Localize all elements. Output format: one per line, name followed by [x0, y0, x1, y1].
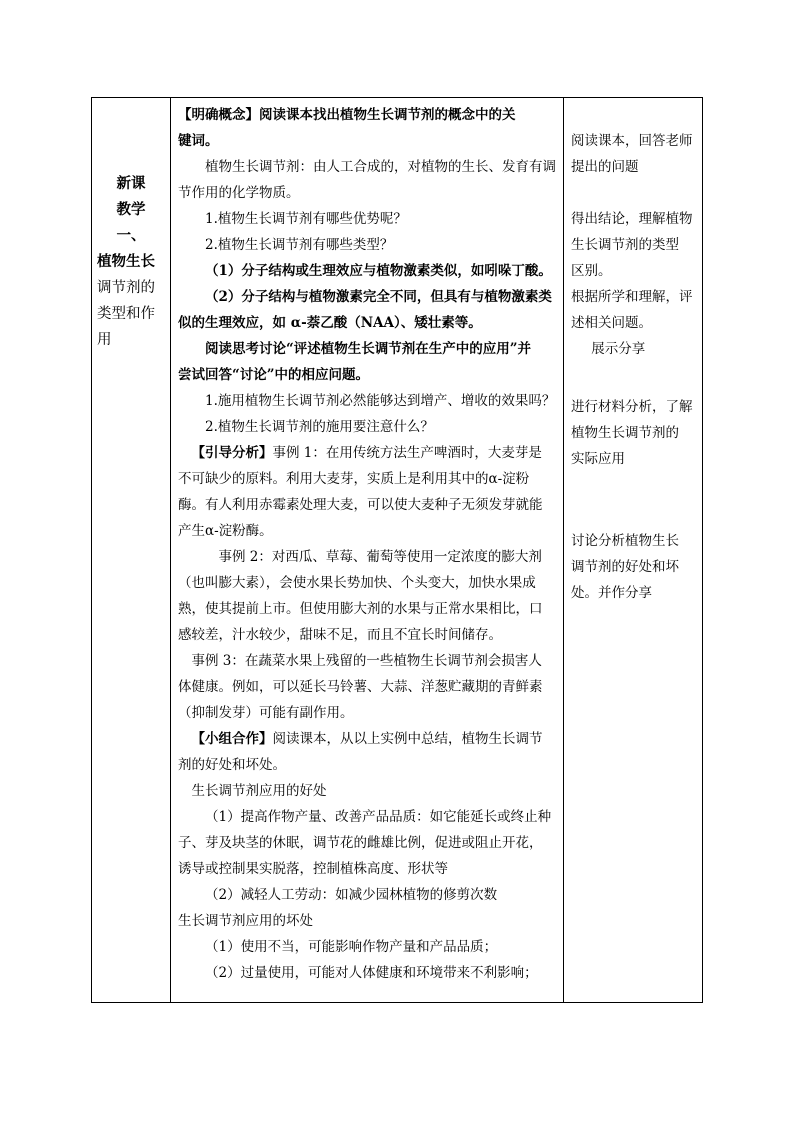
- content-line: 事例 2：对西瓜、草莓、葡萄等使用一定浓度的膨大剂: [218, 549, 542, 565]
- content-line: 似的生理效应，如 α-萘乙酸（NAA）、矮壮素等。: [178, 315, 482, 331]
- content-text: 事例 1：在用传统方法生产啤酒时，大麦芽是: [272, 445, 542, 461]
- content-line: 植物生长调节剂：由人工合成的，对植物的生长、发育有调: [205, 159, 556, 175]
- content-line: （抑制发芽）可能有副作用。: [178, 705, 354, 721]
- activity-line: 调节剂的好处和坏: [571, 559, 679, 575]
- content-line: 2.植物生长调节剂的施用要注意什么？: [205, 419, 434, 435]
- content-line: （也叫膨大素），会使水果长势加快、个头变大，加快水果成: [178, 575, 536, 591]
- content-line: 感较差，汁水较少，甜味不足，而且不宜长时间储存。: [178, 627, 502, 643]
- activity-line: 植物生长调节剂的: [571, 425, 679, 441]
- activity-line: 述相关问题。: [571, 315, 652, 331]
- content-line: （2）过量使用，可能对人体健康和环境带来不利影响；: [205, 965, 538, 981]
- activity-line: 阅读课本，回答老师: [571, 133, 693, 149]
- teaching-content-cell: [171, 98, 564, 1002]
- content-line: （1）使用不当，可能影响作物产量和产品品质；: [205, 939, 498, 955]
- activity-line: 处。并作分享: [571, 585, 652, 601]
- concept-tag: 【明确概念】: [178, 107, 259, 123]
- content-line: 1.植物生长调节剂有哪些优势呢？: [205, 211, 407, 227]
- activity-block-2: [571, 206, 698, 362]
- section-line: 教学: [116, 201, 146, 218]
- section-line: 类型和作: [97, 306, 155, 322]
- content-line: 事例 3：在蔬菜水果上残留的一些植物生长调节剂会损害人: [191, 653, 542, 669]
- section-line: 用: [97, 332, 112, 348]
- content-line: 剂的好处和坏处。: [178, 757, 286, 773]
- content-line: （1）分子结构或生理效应与植物激素类似，如吲哚丁酸。: [205, 263, 552, 279]
- content-line: 生长调节剂应用的好处: [191, 783, 327, 799]
- content-line: 子、芽及块茎的休眠，调节花的雌雄比例，促进或阻止开花，: [178, 835, 543, 851]
- content-line: （2）减轻人工劳动：如减少园林植物的修剪次数: [205, 887, 498, 903]
- content-line: （1）提高作物产量、改善产品品质：如它能延长或终止种: [205, 809, 552, 825]
- activity-line: 讨论分析植物生长: [571, 533, 679, 549]
- content-line: 不可缺少的原料。利用大麦芽，实质上是利用其中的α-淀粉: [178, 471, 530, 487]
- content-line: 节作用的化学物质。: [178, 185, 300, 201]
- content-line: 阅读思考讨论“评述植物生长调节剂在生产中的应用”并: [205, 341, 532, 357]
- activity-line: 得出结论，理解植物: [571, 211, 693, 227]
- content-line: [178, 102, 556, 128]
- content-line: 体健康。例如，可以延长马铃薯、大蒜、洋葱贮藏期的青鲜素: [178, 679, 543, 695]
- activity-line: 根据所学和理解，评: [571, 289, 693, 305]
- activity-line: 提出的问题: [571, 159, 639, 175]
- content-line: 诱导或控制果实脱落，控制植株高度、形状等: [178, 861, 448, 877]
- activity-line: 实际应用: [571, 451, 625, 467]
- activity-block-1: [571, 128, 698, 180]
- section-heading: [97, 171, 165, 353]
- activity-block-3: [571, 394, 698, 472]
- content-line: 尝试回答“讨论”中的相应问题。: [178, 367, 370, 383]
- section-cell: [92, 98, 171, 1002]
- content-line: 酶。有人利用赤霉素处理大麦，可以使大麦种子无须发芽就能: [178, 497, 543, 513]
- student-activity-cell: [564, 98, 703, 1002]
- content-line: 2.植物生长调节剂有哪些类型？: [205, 237, 394, 253]
- lesson-table: [91, 97, 703, 1003]
- group-tag: 【小组合作】: [191, 731, 273, 747]
- activity-line: 生长调节剂的类型: [571, 237, 679, 253]
- activity-block-4: [571, 528, 698, 606]
- content-text: 阅读课本找出植物生长调节剂的概念中的关: [259, 107, 516, 123]
- activity-line: 进行材料分析，了解: [571, 399, 693, 415]
- section-line: 植物生长: [97, 253, 155, 270]
- section-line: 一、: [116, 227, 146, 244]
- content-line: 产生α-淀粉酶。: [178, 523, 273, 539]
- content-line: 1.施用植物生长调节剂必然能够达到增产、增收的效果吗？: [205, 393, 556, 409]
- teaching-content: [178, 102, 556, 986]
- guide-tag: 【引导分析】: [191, 445, 273, 461]
- content-line: 键词。: [178, 133, 219, 149]
- content-text: 阅读课本，从以上实例中总结，植物生长调节: [272, 731, 543, 747]
- content-line: [178, 440, 556, 466]
- activity-line: 展示分享: [591, 341, 646, 357]
- activity-line: 区别。: [571, 263, 612, 279]
- content-line: 熟，使其提前上市。但使用膨大剂的水果与正常水果相比，口: [178, 601, 543, 617]
- content-line: （2）分子结构与植物激素完全不同，但具有与植物激素类: [205, 289, 552, 305]
- content-line: [178, 726, 556, 752]
- section-line: 新课: [116, 175, 146, 192]
- content-line: 生长调节剂应用的坏处: [178, 913, 313, 929]
- section-line: 调节剂的: [97, 280, 155, 296]
